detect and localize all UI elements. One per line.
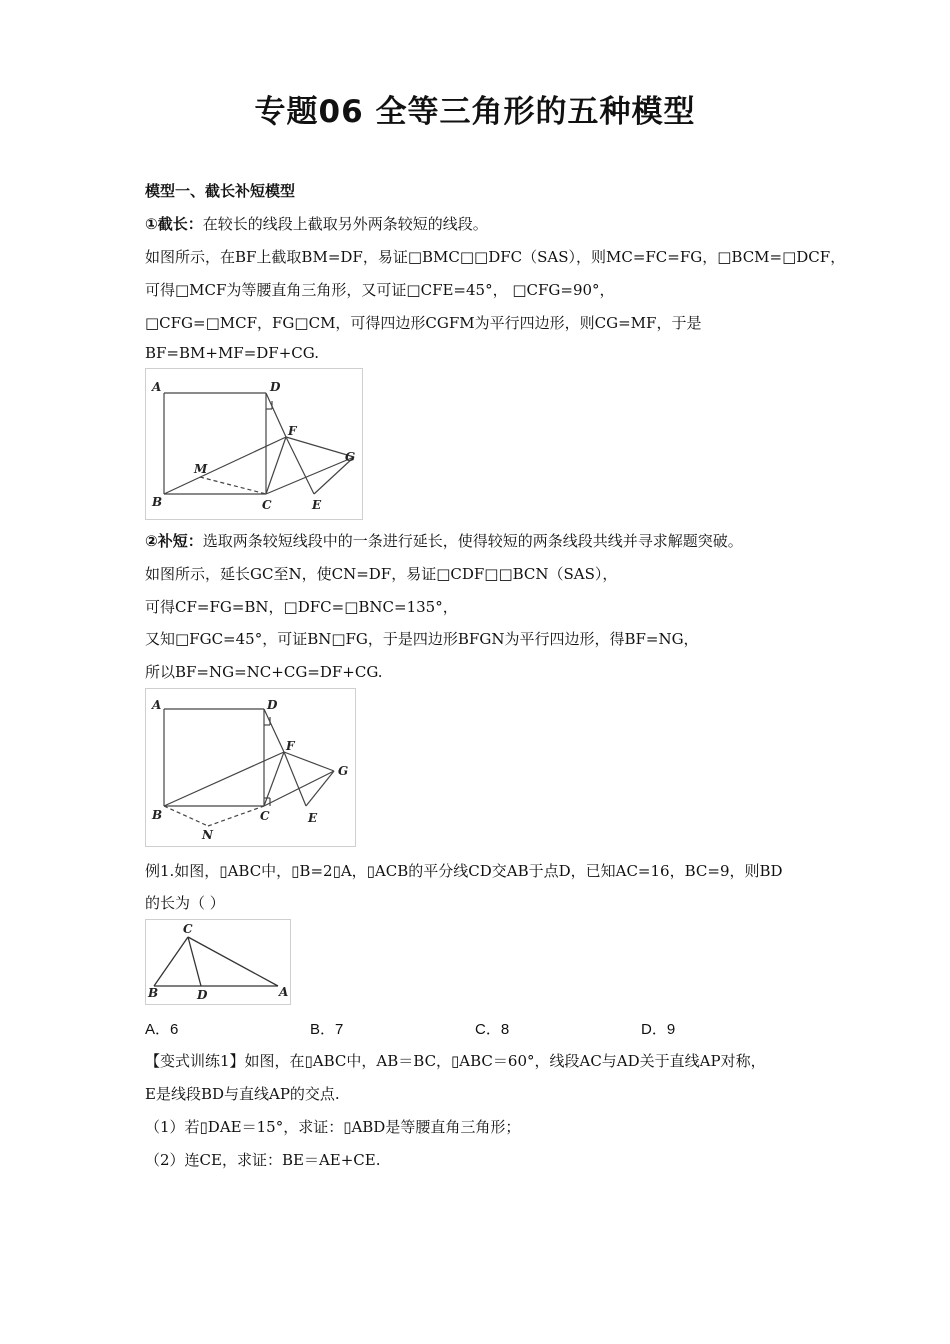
example1-line-2: 的长为（ ） [145, 894, 225, 912]
figure-cut-label: F [288, 424, 297, 438]
figure-cut-label: G [345, 450, 356, 464]
extend-method-paragraph [145, 530, 743, 551]
extend-line-3: 又知□FGC=45°，可证BN□FG，于是四边形BFGN为平行四边形，得BF=NG， [145, 630, 699, 648]
figure-extend-label: F [286, 739, 295, 753]
figure-extend-method [145, 688, 356, 847]
figure-extend-label: G [338, 764, 349, 778]
figure-extend-label: C [260, 809, 270, 823]
figure-cut-label: E [312, 498, 322, 512]
variant1-question-2: （2）连CE，求证：BE＝AE+CE. [145, 1151, 381, 1169]
figure-extend-label: D [267, 698, 278, 712]
figure-example1-triangle [145, 919, 291, 1005]
extend-line-1: 如图所示，延长GC至N，使CN=DF，易证□CDF□□BCN（SAS）， [145, 565, 618, 583]
cut-line-1: 如图所示，在BF上截取BM=DF，易证□BMC□□DFC（SAS），则MC=FC=FG，□BCM=□DCF， [145, 248, 846, 266]
extend-line-2: 可得CF=FG=BN，□DFC=□BNC=135°， [145, 598, 458, 616]
cut-method-label: ①截长： [145, 215, 203, 233]
figure-cut-label: M [194, 462, 208, 476]
figure-cut-label: C [262, 498, 272, 512]
figure-example1-label: C [183, 922, 193, 936]
figure-extend-label: E [308, 811, 318, 825]
option-a[interactable]: A．6 [145, 1021, 179, 1038]
figure-cut-label: B [152, 495, 163, 509]
extend-line-4: 所以BF=NG=NC+CG=DF+CG. [145, 663, 383, 681]
figure-example1-label: A [279, 985, 289, 999]
option-d[interactable]: D．9 [641, 1021, 676, 1038]
cut-method-paragraph [145, 213, 488, 234]
section-heading: 模型一、截长补短模型 [145, 182, 296, 200]
figure-cut-label: A [152, 380, 162, 394]
option-c[interactable]: C．8 [475, 1021, 510, 1038]
cut-line-2: 可得□MCF为等腰直角三角形，又可证□CFE=45°， □CFG=90°， [145, 281, 615, 299]
figure-extend-label: B [152, 808, 163, 822]
extend-method-label: ②补短： [145, 532, 203, 550]
figure-example1-label: D [197, 988, 208, 1002]
cut-method-text: 在较长的线段上截取另外两条较短的线段。 [202, 215, 488, 233]
figure-extend-label: A [152, 698, 162, 712]
figure-cut-label: D [270, 380, 281, 394]
figure-cut-method [145, 368, 363, 520]
variant1-question-1: （1）若▯DAE＝15°，求证：▯ABD是等腰直角三角形； [145, 1118, 521, 1136]
variant1-line-2: E是线段BD与直线AP的交点. [145, 1085, 340, 1103]
page-title: 专题06 全等三角形的五种模型 [254, 94, 696, 130]
cut-line-3: □CFG=□MCF，FG□CM，可得四边形CGFM为平行四边形，则CG=MF，于是 [145, 314, 702, 332]
example1-line-1: 例1.如图，▯ABC中，▯B=2▯A，▯ACB的平分线CD交AB于点D，已知AC=16，BC=9，则BD [145, 862, 783, 880]
figure-example1-label: B [148, 986, 159, 1000]
option-b[interactable]: B．7 [310, 1021, 344, 1038]
variant1-line-1: 【变式训练1】如图，在▯ABC中，AB＝BC，▯ABC＝60°，线段AC与AD关于直线AP对称， [145, 1052, 766, 1070]
figure-extend-label: N [202, 828, 213, 842]
cut-line-4: BF=BM+MF=DF+CG. [145, 344, 319, 362]
extend-method-text: 选取两条较短线段中的一条进行延长，使得较短的两条线段共线并寻求解题突破。 [202, 532, 743, 550]
